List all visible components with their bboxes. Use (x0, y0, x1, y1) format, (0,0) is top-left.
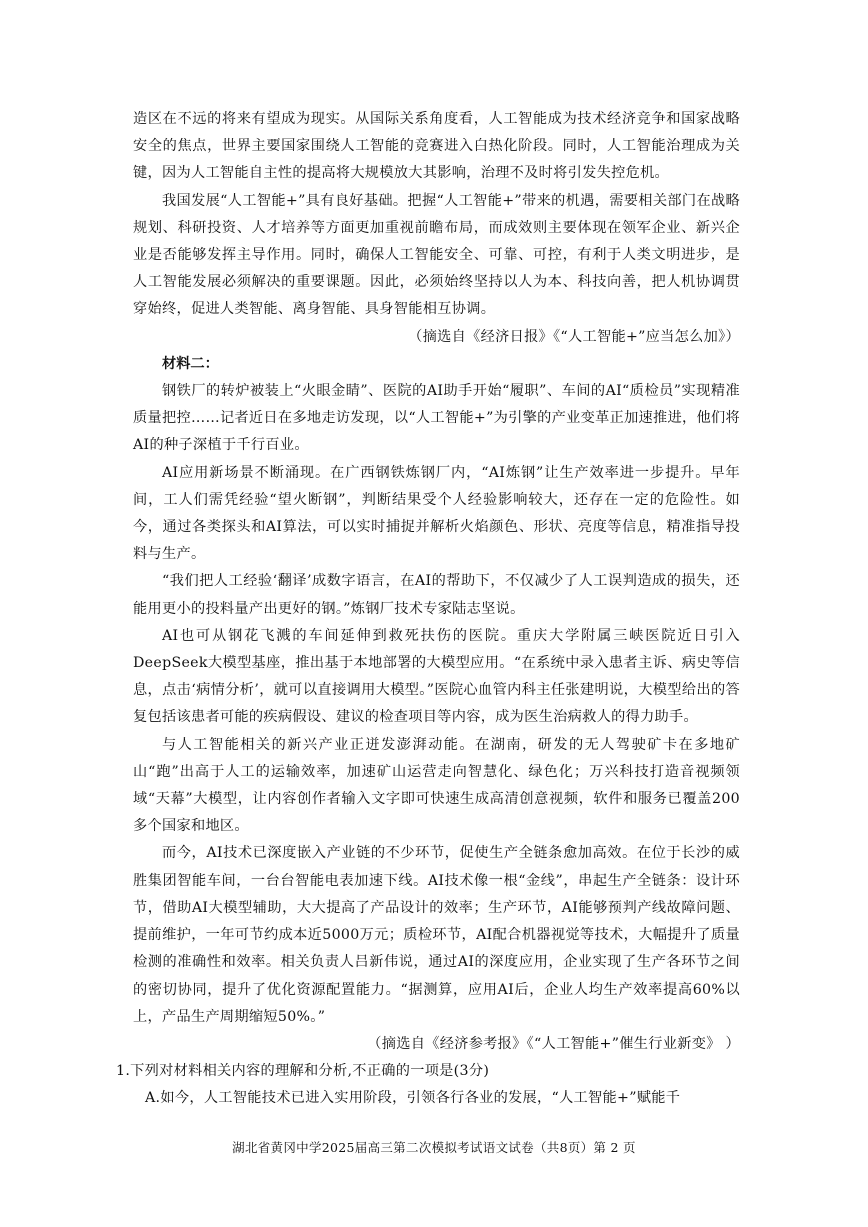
source-citation: （摘选自《经济参考报》《“人工智能+”催生行业新变》 ） (367, 1035, 740, 1052)
document-body (116, 106, 740, 1113)
material-heading: 材料二： (162, 355, 219, 372)
page-footer: 湖北省黄冈中学2025届高三第二次模拟考试语文试卷（共8页）第 2 页 (232, 1140, 636, 1155)
paragraph: AI也可从钢花飞溅的车间延伸到救死扶伤的医院。重庆大学附属三峡医院近日引入DeepSeek大模型基座，推出基于本地部署的大模型应用。“在系统中录入患者主诉、病史等信息，点击‘病情分析’，就可以直接调用大模型。”医院心血管内科主任张建明说，大模型给出的答复包括该患者可能的疾病假设、建议的检查项目等内容，成为医生治病救人的得力助手。 (133, 627, 740, 726)
paragraph: “我们把人工经验‘翻译’成数字语言，在AI的帮助下，不仅减少了人工误判造成的损失，还能用更小的投料量产出更好的钢。”炼钢厂技术专家陆志坚说。 (133, 573, 740, 617)
source-citation: （摘选自《经济日报》《“人工智能+”应当怎么加》） (408, 328, 740, 345)
paragraph: 与人工智能相关的新兴产业正迸发澎湃动能。在湖南，研发的无人驾驶矿卡在多地矿山“跑”出高于人工的运输效率，加速矿山运营走向智慧化、绿色化；万兴科技打造音视频领域“天幕”大模型，让内容创作者输入文字即可快速生成高清创意视频，软件和服务已覆盖200多个国家和地区。 (133, 736, 740, 835)
paragraph: AI应用新场景不断涌现。在广西钢铁炼钢厂内，“AI炼钢”让生产效率进一步提升。早年间，工人们需凭经验“望火断钢”，判断结果受个人经验影响较大，还存在一定的危险性。如今，通过各类探头和AI算法，可以实时捕捉并解析火焰颜色、形状、亮度等信息，精准指导投料与生产。 (133, 464, 740, 563)
paragraph-continued: 造区在不远的将来有望成为现实。从国际关系角度看，人工智能成为技术经济竞争和国家战略安全的焦点，世界主要国家围绕人工智能的竞赛进入白热化阶段。同时，人工智能治理成为关键，因为人工智能自主性的提高将大规模放大其影响，治理不及时将引发失控危机。 (133, 111, 740, 182)
question-option-a: A.如今，人工智能技术已进入实用阶段，引领各行各业的发展，“人工智能+”赋能千 (145, 1090, 681, 1107)
paragraph: 我国发展“人工智能+”具有良好基础。把握“人工智能+”带来的机遇，需要相关部门在战略规划、科研投资、人才培养等方面更加重视前瞻布局，而成效则主要体现在领军企业、新兴企业是否能够发挥主导作用。同时，确保人工智能安全、可靠、可控，有利于人类文明进步，是人工智能发展必须解决的重要课题。因此，必须始终坚持以人为本、科技向善，把人机协调贯穿始终，促进人类智能、离身智能、具身智能相互协调。 (133, 192, 740, 318)
question-stem: 1.下列对材料相关内容的理解和分析,不正确的一项是(3分) (116, 1063, 490, 1080)
paragraph: 钢铁厂的转炉被装上“火眼金睛”、医院的AI助手开始“履职”、车间的AI“质检员”实现精准质量把控……记者近日在多地走访发现，以“人工智能+”为引擎的产业变革正加速推进，他们将AI的种子深植于千行百业。 (133, 383, 740, 454)
paragraph: 而今，AI技术已深度嵌入产业链的不少环节，促使生产全链条愈加高效。在位于长沙的威胜集团智能车间，一台台智能电表加速下线。AI技术像一根“金线”，串起生产全链条：设计环节，借助AI大模型辅助，大大提高了产品设计的效率；生产环节，AI能够预判产线故障问题、提前维护，一年可节约成本近5000万元；质检环节，AI配合机器视觉等技术，大幅提升了质量检测的准确性和效率。相关负责人吕新伟说，通过AI的深度应用，企业实现了生产各环节之间的密切协同，提升了优化资源配置能力。“据测算，应用AI后，企业人均生产效率提高60%以上，产品生产周期缩短50%。” (133, 845, 740, 1025)
